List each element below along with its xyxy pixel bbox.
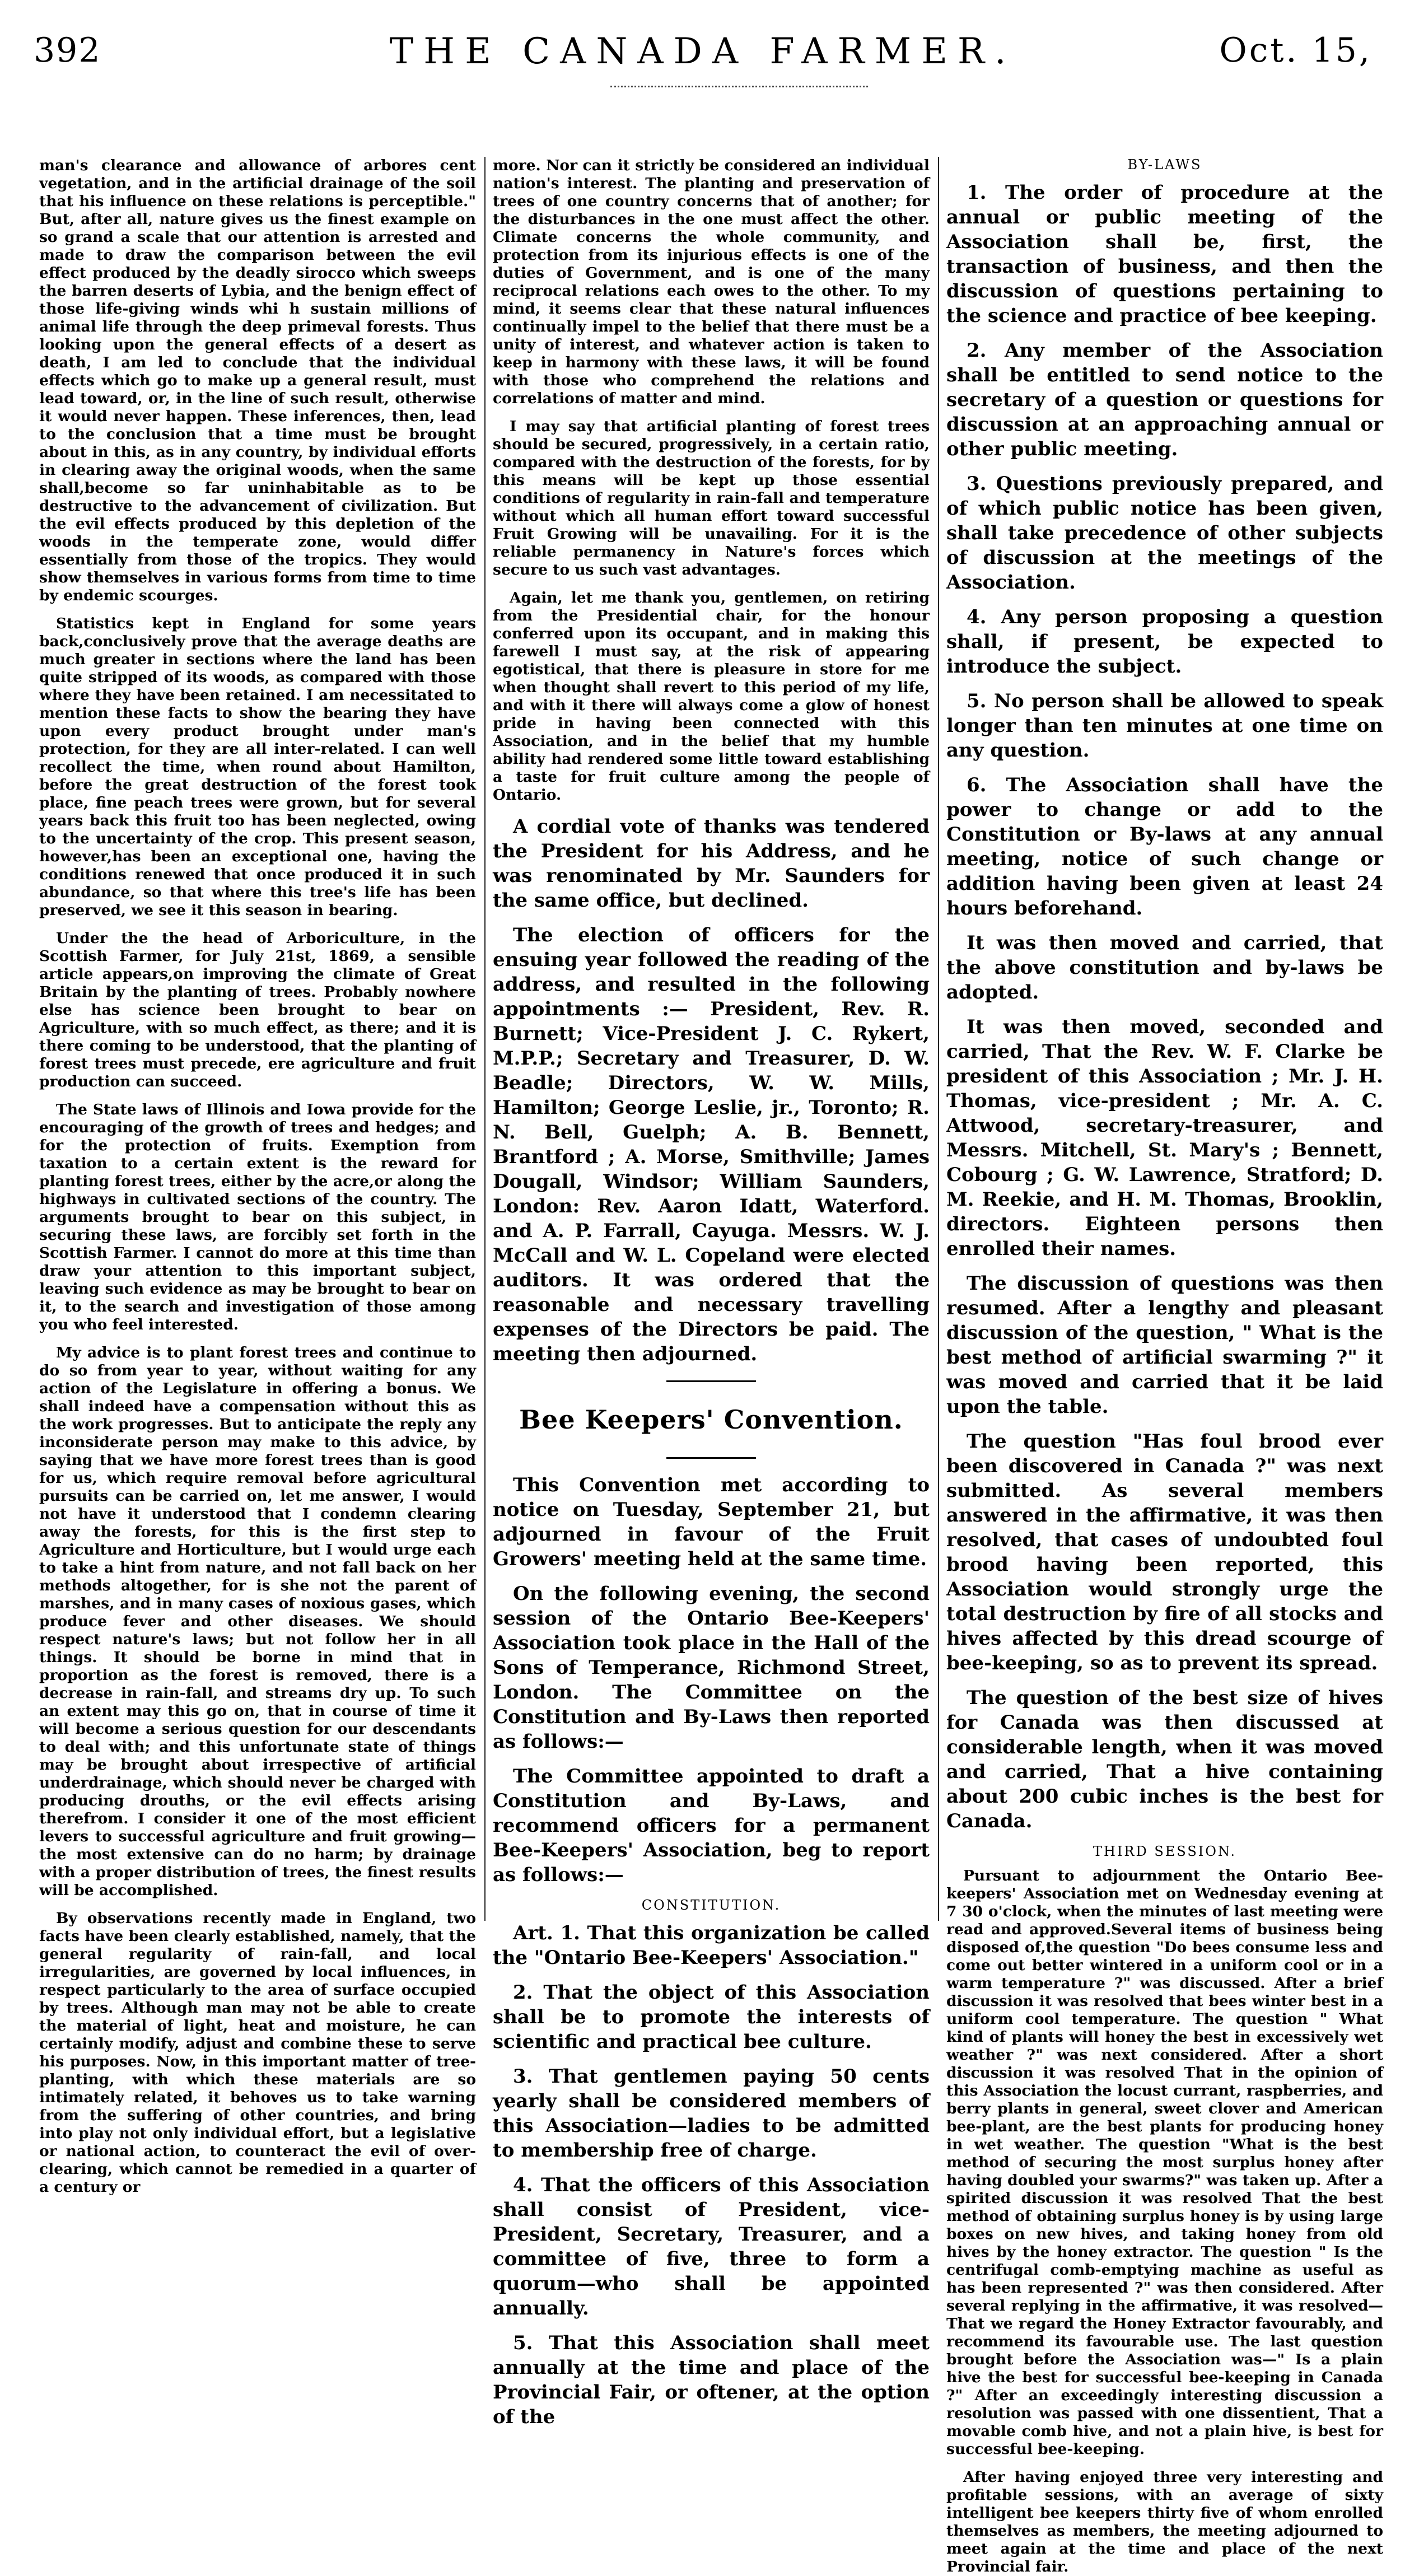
bylaw: 5. No person shall be allowed to speak longer than ten minutes at one time on any question. — [946, 690, 1383, 762]
paragraph: Statistics kept in England for some years back,conclusively prove that the average deaths are much greater in sections where the land has been quite stripped of its woods, as compared with those where they have been retained. I am necessitated to mention these facts to show the bearing they have upon every product brought under man's protection, for they are all inter-related. I can well recollect the time, when round about Hamilton, before the great destruction of the forest took place, fine peach trees were grown, but for several years back this fruit too has been neglected, owing to the uncertainty of the crop. This present season, however,has been an exceptional one, having the conditions renewed that once produced it in such abundance, so that where this tree's life has been preserved, we see it this season in bearing. — [39, 615, 476, 919]
section-rule — [666, 1457, 756, 1459]
paragraph: The discussion of questions was then resumed. After a lengthy and pleasant discussion of the question, " What is the best method of artificial swarming ?" it was moved and carried that it be laid upon the table. — [946, 1272, 1383, 1418]
column-1 — [39, 157, 476, 2196]
constitution-article: 4. That the officers of this Association shall consist of President, vice-President, Secretary, Treasurer, and a committee of five, three to form a quorum—who shall be appointed annually. — [493, 2174, 930, 2320]
constitution-article: 3. That gentlemen paying 50 cents yearly shall be considered members of this Association—ladies to be admitted to membership free of charge. — [493, 2065, 930, 2162]
issue-date: Oct. 15, — [1219, 31, 1372, 70]
paragraph: man's clearance and allowance of arbores cent vegetation, and in the artificial drainage of the soil that his influence on these relations is perceptible." But, after all, nature gives us the finest example on so grand a scale that our attention is arrested and made to draw the comparison between the evil effect produced by the deadly sirocco which sweeps the barren deserts of Lybia, and the benign effect of those life-giving winds whi h sustain millions of animal life through the deep primeval forests. Thus looking upon the general effects of a desert as death, I am led to conclude that the individual effects which go to make up a general result, must lead toward, or, in the line of such result, otherwise it would never happen. These inferences, then, lead to the conclusion that a time must be brought about in this, as in any country, by individual efforts in clearing away the original woods, when the same shall,become so far uninhabitable as to be destructive to the advancement of civilization. But the evil effects produced by this depletion of the woods in the temperate zone, would differ essentially from those of the tropics. They would show themselves in various forms from time to time by endemic scourges. — [39, 157, 476, 604]
paragraph: It was then moved, seconded and carried, That the Rev. W. F. Clarke be president of this Association ; Mr. J. H. Thomas, vice-president ; Mr. A. C. Attwood, secretary-treasurer, and Messrs. Mitchell, St. Mary's ; Bennett, Cobourg ; G. W. Lawrence, Stratford; D. M. Reekie, and H. M. Thomas, Brooklin, directors. Eighteen persons then enrolled their names. — [946, 1016, 1383, 1260]
paragraph: On the following evening, the second session of the Ontario Bee-Keepers' Association took place in the Hall of the Sons of Temperance, Richmond Street, London. The Committee on the Constitution and By-Laws then reported as follows:— — [493, 1583, 930, 1753]
bylaw: 2. Any member of the Association shall be entitled to send notice to the secretary of a question or questions for discussion at an approaching annual or other public meeting. — [946, 339, 1383, 460]
paragraph: The question of the best size of hives for Canada was then discussed at considerable length, when it was moved and carried, That a hive containing about 200 cubic inches is the best for Canada. — [946, 1687, 1383, 1832]
bylaws-heading: BY-LAWS — [1127, 157, 1202, 172]
paragraph: Again, let me thank you, gentlemen, on retiring from the Presidential chair, for the honour conferred upon its occupant, and in making this farewell I must say, at the risk of appearing egotistical, that there is pleasure in store for me when thought shall revert to this period of my life, and with it there will always come a glow of honest pride in having been connected with this Association, and in the belief that my humble ability had rendered some little toward establishing a taste for fruit culture among the people of Ontario. — [493, 589, 930, 804]
newspaper-title: THE CANADA FARMER. — [389, 31, 1016, 72]
section-rule — [666, 1380, 756, 1382]
paragraph: My advice is to plant forest trees and continue to do so from year to year, without waiting for any action of the Legislature in offering a bonus. We shall indeed have a compensation without this as the work progresses. But to anticipate the reply any inconsiderate person may make to this advice, by saying that we have more forest trees than is good for us, which require removal before agricultural pursuits can be carried on, let me answer, I would not have it understood that I condemn clearing away the forests, for this is the first step to Agriculture and Horticulture, but I would urge each to take a hint from nature, and not fall back on her methods altogether, for is she not the parent of marshes, and in many cases of noxious gases, which produce fever and other diseases. We should respect nature's laws; but not follow her in all things. It should be borne in mind that in proportion as the forest is removed, there is a decrease in rain-fall, and streams dry up. To such an extent may this go on, that in course of time it will become a serious question for our descendants to deal with; and this unfortunate state of things may be brought about irrespective of artificial underdrainage, which should never be charged with producing drouths, or the evil effects arising therefrom. I consider it one of the most efficient levers to successful agriculture and fruit growing—the most extensive can do no harm; by drainage with a proper distribution of trees, the finest results will be accomplished. — [39, 1344, 476, 1899]
paragraph: Under the the head of Arboriculture, in the Scottish Farmer, for July 21st, 1869, a sensible article appears,on improving the climate of Great Britain by the planting of trees. Probably nowhere else has science been brought to bear on Agriculture, with so much effect, as there; and it is there coming to be understood, that the planting of forest trees must precede, ere agriculture and fruit production can succeed. — [39, 930, 476, 1090]
column-divider — [484, 157, 486, 1921]
page-number: 392 — [34, 31, 101, 70]
bylaw: 6. The Association shall have the power to change or add to the Constitution or By-laws at any annual meeting, notice of such change or addition having been given at least 24 hours beforehand. — [946, 774, 1383, 920]
article-heading: Bee Keepers' Convention. — [519, 1404, 903, 1435]
constitution-article: 2. That the object of this Association shall be to promote the interests of scientific and practical bee culture. — [493, 1981, 930, 2053]
column-3 — [946, 157, 1383, 2575]
third-session-heading: THIRD SESSION. — [1093, 1844, 1237, 1859]
column-divider — [938, 157, 939, 1921]
header-ornament — [610, 86, 868, 87]
paragraph: It was then moved and carried, that the above constitution and by-laws be adopted. — [946, 932, 1383, 1004]
paragraph: The State laws of Illinois and Iowa provide for the encouraging of the growth of trees and hedges; and for the protection of fruits. Exemption from taxation to a certain extent is the reward for planting forest trees, either by the acre,or along the highways in cultivated sections of the country. The arguments brought to bear on this subject, in securing these laws, are forcibly set forth in the Scottish Farmer. I cannot do more at this time than draw your attention to this important subject, leaving such evidence as may be brought to bear on it, to the search and investigation of those among you who feel interested. — [39, 1101, 476, 1333]
constitution-heading: CONSTITUTION. — [641, 1897, 781, 1913]
constitution-article: Art. 1. That this organization be called the "Ontario Bee-Keepers' Association." — [493, 1922, 930, 1969]
paragraph: This Convention met according to notice on Tuesday, September 21, but adjourned in favour of the Fruit Growers' meeting held at the same time. — [493, 1474, 930, 1570]
paragraph: A cordial vote of thanks was tendered the President for his Address, and he was renominated by Mr. Saunders for the same office, but declined. — [493, 815, 930, 912]
bylaw: 4. Any person proposing a question shall, if present, be expected to introduce the subject. — [946, 606, 1383, 678]
paragraph: The Committee appointed to draft a Constitution and By-Laws, and recommend officers for a permanent Bee-Keepers' Association, beg to report as follows:— — [493, 1765, 930, 1886]
paragraph: The election of officers for the ensuing year followed the reading of the address, and resulted in the following appointments :— President, Rev. R. Burnett; Vice-President J. C. Rykert, M.P.P.; Secretary and Treasurer, D. W. Beadle; Directors, W. W. Mills, Hamilton; George Leslie, jr., Toronto; R. N. Bell, Guelph; A. B. Bennett, Brantford ; A. Morse, Smithville; James Dougall, Windsor; William Saunders, London: Rev. Aaron Idatt, Waterford. and A. P. Farrall, Cayuga. Messrs. W. J. McCall and W. L. Copeland were elected auditors. It was ordered that the reasonable and necessary travelling expenses of the Directors be paid. The meeting then adjourned. — [493, 924, 930, 1365]
paragraph: more. Nor can it strictly be considered an individual nation's interest. The planting and preservation of trees of one country concerns that of another; for the disturbances in the one must affect the other. Climate concerns the whole community, and protection from its injurious effects is one of the duties of Government, and is one of the many reciprocal relations each owes to the other. To my mind, it seems clear that these natural influences continually impel to the belief that there must be a unity of interest, and whatever action is taken to keep in harmony with these laws, it will be found with those who comprehend the relations and correlations of matter and mind. — [493, 157, 930, 407]
constitution-article: 5. That this Association shall meet annually at the time and place of the Provincial Fair, or oftener, at the option of the — [493, 2332, 930, 2428]
paragraph: I may say that artificial planting of forest trees should be secured, progressively, in a certain ratio, compared with the destruction of the forests, for by this means will be kept up those essential conditions of regularity in rain-fall and temperature without which all human effort toward successful Fruit Growing will be unavailing. For it is the reliable permanency in Nature's forces which secure to us such vast advantages. — [493, 418, 930, 578]
masthead — [34, 31, 1372, 98]
paragraph: The question "Has foul brood ever been discovered in Canada ?" was next submitted. As several members answered in the affirmative, it was then resolved, that cases of undoubted foul brood having been reported, this Association would strongly urge the total destruction by fire of all stocks and hives affected by this dread scourge of bee-keeping, so as to prevent its spread. — [946, 1430, 1383, 1674]
paragraph: Pursuant to adjournment the Ontario Bee-keepers' Association met on Wednesday evening at 7 30 o'clock, when the minutes of last meeting were read and approved.Several items of business being disposed of,the question "Do bees consume less and come out better wintered in a uniform cool or in a warm temperature ?" was discussed. After a brief discussion it was resolved that bees winter best in a uniform cool temperature. The question " What kind of plants will honey the best in excessively wet weather ?" was next considered. After a short discussion it was resolved That in the opinion of this Association the locust currant, raspberries, and berry plants in general, sweet clover and American bee-plant, are the best plants for producing honey in wet weather. The question "What is the best method of securing the most surplus honey after having doubled your swarms?" was taken up. After a spirited discussion it was resolved That the best method of obtaining surplus honey is by using large boxes on new hives, and taking honey from old hives by the honey extractor. The question " Is the centrifugal comb-emptying machine as useful as has been represented ?" was then considered. After several replying in the affirmative, it was resolved—That we regard the Honey Extractor favourably, and recommend its favourable use. The last question brought before the Association was—" Is a plain hive the best for successful bee-keeping in Canada ?" After an exceedingly interesting discussion a resolution was passed with one dissentient, That a movable comb hive, and not a plain hive, is best for successful bee-keeping. — [946, 1867, 1383, 2458]
column-2 — [493, 157, 930, 2428]
paragraph: By observations recently made in England, two facts have been clearly established, namely, that the general regularity of rain-fall, and local irregularities, are governed by local influences, in respect particularly to the area of surface occupied by trees. Although man may not be able to create the material of light, heat and moisture, he can certainly modify, adjust and combine these to serve his purposes. Now, in this important matter of tree-planting, with which these materials are so intimately related, it behoves us to take warning from the suffering of other countries, and bring into play not only individual effort, but a legislative or national action, to counteract the evil of over-clearing, which cannot be remedied in a quarter of a century or — [39, 1910, 476, 2196]
bylaw: 3. Questions previously prepared, and of which public notice has been given, shall take precedence of other subjects of discussion at the meetings of the Association. — [946, 473, 1383, 594]
bylaw: 1. The order of procedure at the annual or public meeting of the Association shall be, first, the transaction of business, and then the discussion of questions pertaining to the science and practice of bee keeping. — [946, 181, 1383, 327]
paragraph: After having enjoyed three very interesting and profitable sessions, with an average of sixty intelligent bee keepers thirty five of whom enrolled themselves as members, the meeting adjourned to meet again at the time and place of the next Provincial fair. — [946, 2468, 1383, 2575]
